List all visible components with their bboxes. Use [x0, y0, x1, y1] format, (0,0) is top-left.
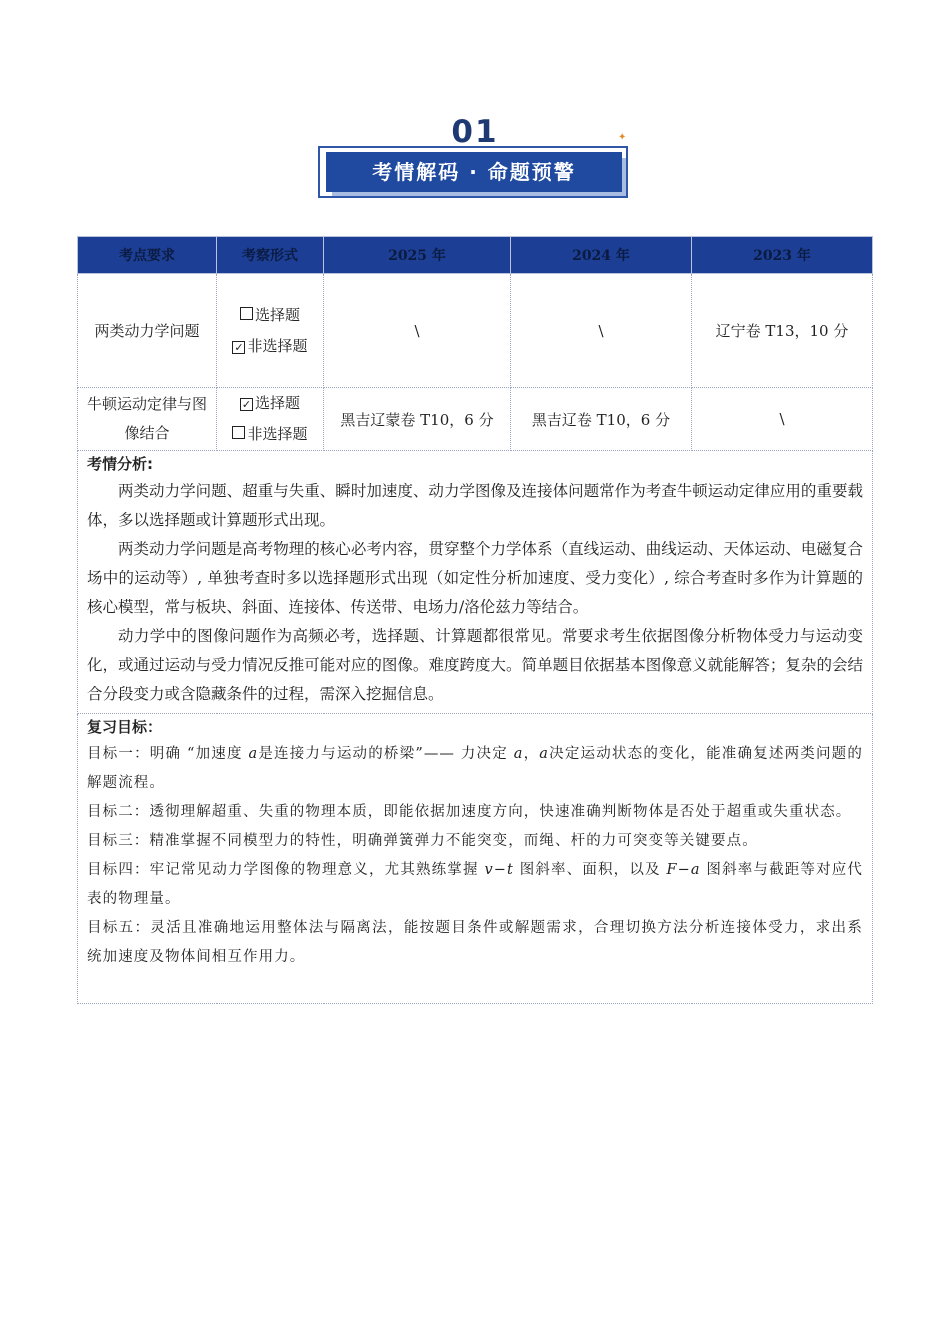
goals-heading: 复习目标：	[87, 718, 163, 736]
checkbox-checked-icon: ✓	[241, 398, 252, 411]
checkbox-unchecked-icon	[232, 426, 245, 439]
option-choice: ✓ 选择题	[241, 394, 300, 412]
analysis-paragraph: 动力学中的图像问题作为高频必考，选择题、计算题都很常见。常要求考生依据图像分析物体受力与运动变化，或通过运动与受力情况反推可能对应的图像。难度跨度大。简单题目依据基本图像意义就能解答；复杂的会结合分段变力或含隐藏条件的过程，需深入挖掘信息。	[87, 627, 863, 703]
goal-item: 目标一：明确 “加速度 a是连接力与运动的桥梁”—— 力决定 a，a决定运动状态的变化，能准确复述两类问题的解题流程。	[87, 746, 863, 791]
topic-cell: 牛顿运动定律与图像结合	[78, 388, 217, 451]
analysis-paragraph: 两类动力学问题、超重与失重、瞬时加速度、动力学图像及连接体问题常作为考查牛顿运动定律应用的重要载体，多以选择题或计算题形式出现。	[87, 482, 863, 529]
goal-item: 目标三：精准掌握不同模型力的特性，明确弹簧弹力不能突变，而绳、杆的力可突变等关键要点。	[87, 833, 758, 849]
exam-analysis-table	[77, 236, 873, 1004]
cell-2024: 黑吉辽卷 T10，6 分	[511, 388, 692, 451]
section-header	[0, 110, 950, 210]
col-header-2023: 2023 年	[692, 237, 873, 274]
table-row	[78, 388, 873, 451]
checkbox-checked-icon: ✓	[234, 340, 244, 354]
goal-item: 目标二：透彻理解超重、失重的物理本质，即能依据加速度方向，快速准确判断物体是否处于超重或失重状态。	[87, 804, 852, 820]
col-header-2024: 2024 年	[511, 237, 692, 274]
checkbox-unchecked-icon	[240, 307, 253, 320]
cell-2025: \	[324, 274, 511, 388]
section-number: 01	[451, 114, 499, 150]
option-choice: 选择题	[221, 300, 319, 331]
table-row	[78, 274, 873, 388]
cell-2024: \	[511, 274, 692, 388]
col-header-topic: 考点要求	[78, 237, 217, 274]
cell-2025: 黑吉辽蒙卷 T10，6 分	[324, 388, 511, 451]
table-header-row	[78, 237, 873, 274]
format-cell	[217, 274, 324, 388]
col-header-2025: 2025 年	[324, 237, 511, 274]
goal-item: 目标四：牢记常见动力学图像的物理意义，尤其熟练掌握 v−t 图斜率、面积，以及 F−a 图斜率与截距等对应代表的物理量。	[87, 862, 863, 907]
format-cell	[217, 388, 324, 451]
analysis-cell	[78, 451, 873, 714]
sparkle-icon: ✦	[618, 132, 627, 143]
cell-2023: \	[692, 388, 873, 451]
banner-title: 考情解码 · 命题预警	[326, 152, 622, 192]
analysis-paragraph: 两类动力学问题是高考物理的核心必考内容，贯穿整个力学体系（直线运动、曲线运动、天体运动、电磁复合场中的运动等）, 单独考查时多以选择题形式出现（如定性分析加速度、受力变化）, 综合考查时多作为计算题的核心模型，常与板块、斜面、连接体、传送带、电场力/洛伦兹力等结合。	[87, 540, 863, 616]
goals-row	[78, 714, 873, 1004]
analysis-heading: 考情分析:	[87, 455, 153, 473]
option-nonchoice: ✓ 非选择题	[234, 336, 308, 355]
option-nonchoice: 非选择题	[221, 419, 319, 450]
goal-item: 目标五：灵活且准确地运用整体法与隔离法，能按题目条件或解题需求，合理切换方法分析连接体受力，求出系统加速度及物体间相互作用力。	[87, 920, 863, 965]
analysis-row	[78, 451, 873, 714]
goals-cell	[78, 714, 873, 1004]
col-header-format: 考察形式	[217, 237, 324, 274]
topic-cell: 两类动力学问题	[78, 274, 217, 388]
cell-2023: 辽宁卷 T13，10 分	[692, 274, 873, 388]
